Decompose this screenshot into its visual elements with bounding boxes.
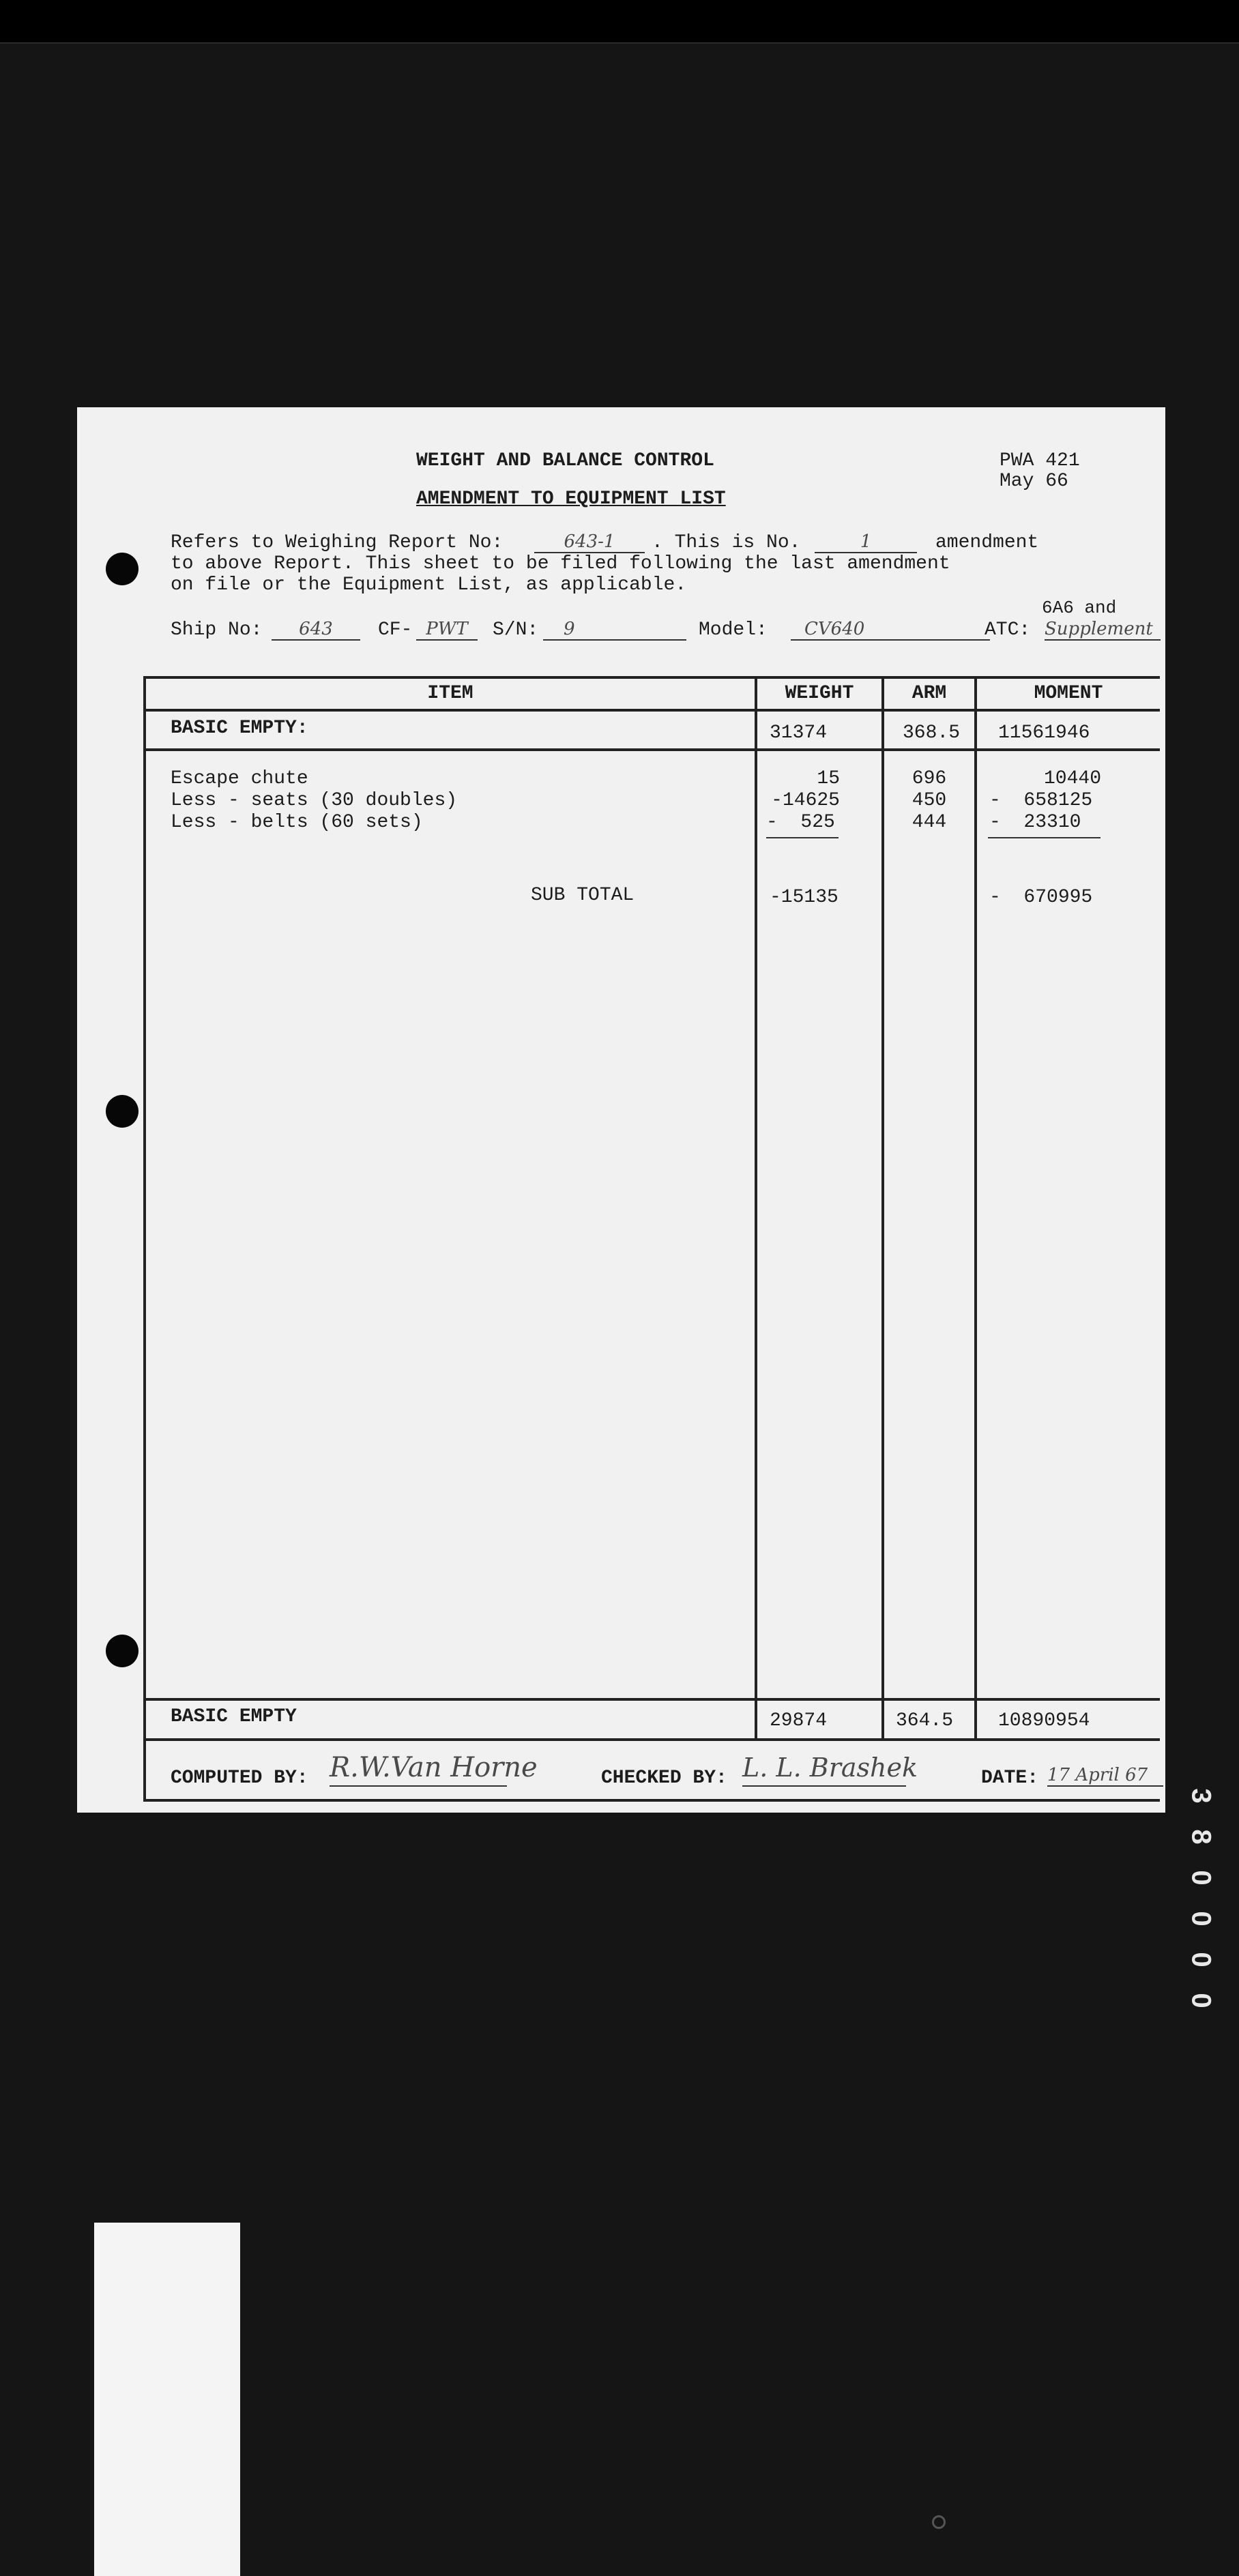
frame-digit: 3 [1186, 1788, 1216, 1804]
header-moment: MOMENT [1034, 683, 1103, 704]
moment-sum-rule [988, 837, 1100, 838]
film-light-patch [94, 2223, 240, 2576]
frame-digit: 0 [1186, 1911, 1216, 1927]
table-row-item: Escape chute [171, 768, 308, 789]
basic-empty-weight: 31374 [770, 722, 828, 744]
subtotal-moment: - 670995 [989, 887, 1093, 908]
table-footer-rule [145, 1738, 1160, 1741]
model-value: CV640 [791, 619, 990, 641]
sn-label: S/N: [493, 619, 539, 641]
atc-label: ATC: [985, 619, 1031, 641]
table-basic-rule [145, 748, 1160, 751]
table-row-moment: - 23310 [989, 812, 1081, 833]
intro-mid: . This is No. [652, 532, 801, 553]
document-title: WEIGHT AND BALANCE CONTROL [416, 450, 714, 471]
weight-col-rule [755, 676, 757, 1741]
basic-empty-final-moment: 10890954 [998, 1710, 1090, 1731]
header-weight: WEIGHT [785, 683, 854, 704]
frame-digit: 0 [1186, 1870, 1216, 1886]
table-left-rule [143, 676, 146, 1802]
document-subtitle: AMENDMENT TO EQUIPMENT LIST [416, 488, 726, 510]
weighing-report-no: 643-1 [534, 531, 645, 553]
basic-empty-label: BASIC EMPTY: [171, 718, 308, 739]
document-page [77, 407, 1165, 1813]
basic-empty-final-label: BASIC EMPTY [171, 1706, 297, 1727]
model-label: Model: [699, 619, 768, 641]
header-item: ITEM [427, 683, 473, 704]
frame-number [1187, 1781, 1214, 2026]
table-row-weight: -14625 [771, 790, 840, 811]
table-row-item: Less - seats (30 doubles) [171, 790, 458, 811]
film-speck [932, 2515, 946, 2529]
binder-hole-middle [106, 1095, 139, 1128]
date-label: DATE: [981, 1768, 1039, 1789]
table-end-rule [145, 1698, 1160, 1701]
form-number: PWA 421 [1000, 450, 1080, 471]
table-row-moment: - 658125 [989, 790, 1093, 811]
intro-line-2: to above Report. This sheet to be filed following the last amendment [171, 553, 950, 574]
ship-no: 643 [272, 619, 360, 641]
binder-hole-bottom [106, 1635, 139, 1667]
table-row-item: Less - belts (60 sets) [171, 812, 423, 833]
table-row-weight: 15 [817, 768, 840, 789]
cf-value: PWT [416, 619, 478, 641]
ship-label: Ship No: [171, 619, 263, 641]
basic-empty-final-weight: 29874 [770, 1710, 828, 1731]
arm-col-rule [881, 676, 884, 1741]
table-row-weight: - 525 [766, 812, 835, 833]
binder-hole-top [106, 553, 139, 585]
basic-empty-arm: 368.5 [903, 722, 961, 744]
computed-by-label: COMPUTED BY: [171, 1768, 308, 1789]
checked-by-signature: L. L. Brashek [742, 1750, 906, 1787]
cf-label: CF- [378, 619, 413, 641]
header-arm: ARM [912, 683, 947, 704]
intro-prefix: Refers to Weighing Report No: [171, 532, 504, 553]
intro-line-3: on file or the Equipment List, as applicable. [171, 574, 687, 596]
basic-empty-moment: 11561946 [998, 722, 1090, 744]
amendment-no: 1 [815, 531, 917, 553]
table-row-moment: 10440 [1043, 768, 1101, 789]
table-header-rule [145, 709, 1160, 712]
frame-digit: 0 [1186, 1993, 1216, 2008]
subtotal-weight: -15135 [770, 887, 839, 908]
form-date: May 66 [1000, 471, 1068, 492]
film-top-border [0, 0, 1239, 42]
basic-empty-final-arm: 364.5 [896, 1710, 954, 1731]
frame-digit: 0 [1186, 1952, 1216, 1967]
subtotal-label: SUB TOTAL [531, 885, 635, 906]
intro-suffix: amendment [935, 532, 1039, 553]
film-edge [0, 42, 1239, 44]
atc-value: Supplement [1045, 619, 1161, 641]
computed-by-signature: R.W.Van Horne [330, 1750, 507, 1787]
table-row-arm: 450 [912, 790, 947, 811]
table-top-rule [145, 676, 1160, 679]
date-value: 17 April 67 [1047, 1765, 1163, 1787]
frame-digit: 8 [1186, 1829, 1216, 1845]
sn-value: 9 [543, 619, 686, 641]
weight-sum-rule [766, 837, 839, 838]
table-row-arm: 696 [912, 768, 947, 789]
checked-by-label: CHECKED BY: [601, 1768, 727, 1789]
moment-col-rule [974, 676, 977, 1741]
table-bottom-rule [145, 1799, 1160, 1802]
atc-note: 6A6 and [1042, 598, 1117, 618]
table-row-arm: 444 [912, 812, 947, 833]
